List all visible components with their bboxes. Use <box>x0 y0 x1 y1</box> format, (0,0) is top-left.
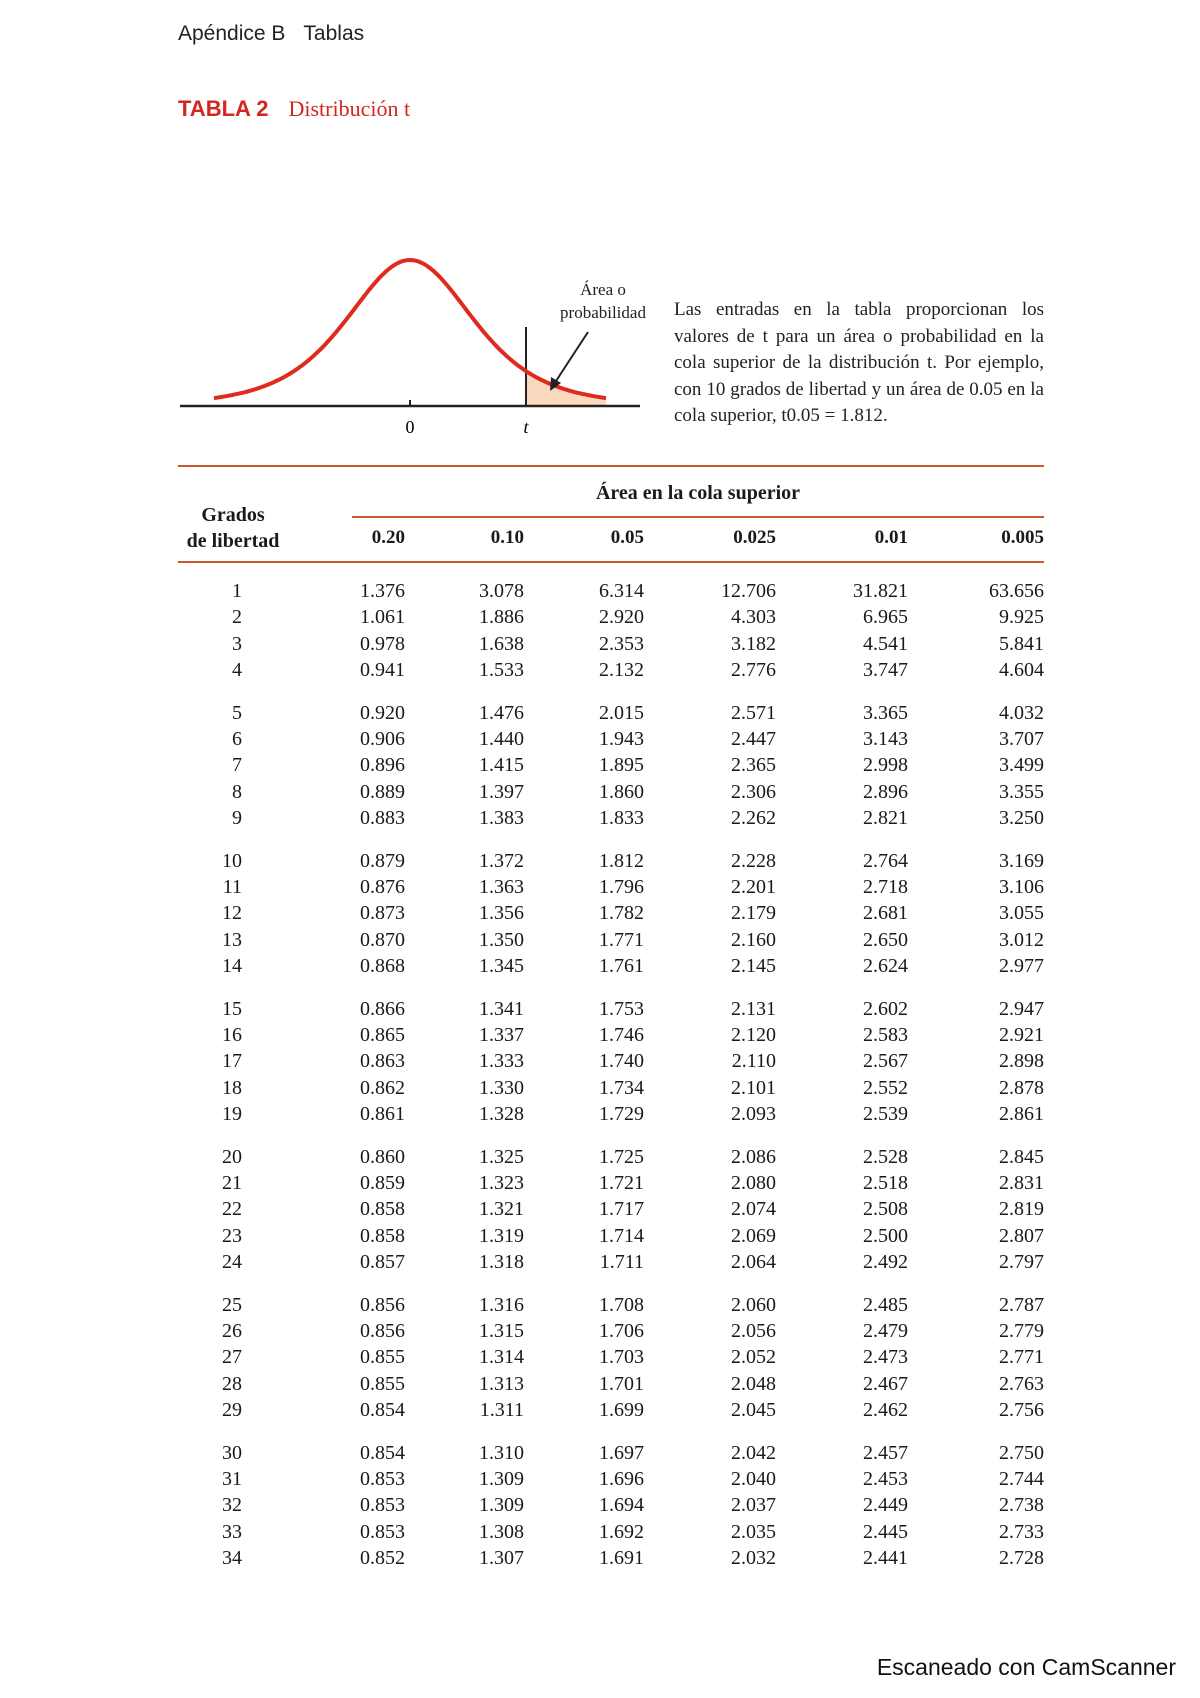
top-rule <box>178 465 1044 467</box>
value-cell: 3.106 <box>999 876 1044 898</box>
value-cell: 0.941 <box>360 659 405 682</box>
value-cell: 1.314 <box>479 1346 524 1369</box>
df-header-line1: Grados <box>201 504 265 526</box>
df-cell: 23 <box>222 1224 242 1247</box>
value-cell: 4.303 <box>731 606 776 629</box>
value-cell: 2.728 <box>999 1547 1044 1570</box>
value-cell: 3.169 <box>999 849 1044 872</box>
value-cell: 3.747 <box>863 659 908 682</box>
value-cell: 0.920 <box>360 701 405 724</box>
value-cell: 2.787 <box>999 1293 1044 1316</box>
df-cell: 32 <box>222 1494 242 1517</box>
value-cell: 0.978 <box>360 632 405 655</box>
value-cell: 1.533 <box>479 659 524 682</box>
df-cell: 10 <box>222 849 242 872</box>
value-cell: 2.462 <box>863 1399 908 1422</box>
value-cell: 2.763 <box>999 1372 1044 1395</box>
value-cell: 0.868 <box>360 955 405 978</box>
table-number: TABLA 2 <box>178 96 269 121</box>
appendix-label: Apéndice B <box>178 22 286 45</box>
value-cell: 3.499 <box>999 754 1044 777</box>
value-cell: 0.852 <box>360 1547 405 1570</box>
value-cell: 0.879 <box>360 849 405 872</box>
value-cell: 2.457 <box>863 1441 908 1464</box>
df-cell: 7 <box>232 754 242 777</box>
value-cell: 1.725 <box>599 1145 644 1168</box>
df-cell: 21 <box>222 1172 242 1194</box>
value-cell: 2.861 <box>999 1103 1044 1126</box>
value-cell: 2.110 <box>731 1050 776 1073</box>
value-cell: 3.182 <box>731 632 776 655</box>
value-cell: 2.947 <box>999 997 1044 1020</box>
value-cell: 3.143 <box>863 728 908 750</box>
value-cell: 1.440 <box>479 728 524 750</box>
value-cell: 2.807 <box>999 1224 1044 1247</box>
value-cell: 0.876 <box>360 876 405 898</box>
value-cell: 1.325 <box>479 1145 524 1168</box>
value-cell: 0.853 <box>360 1468 405 1490</box>
value-cell: 1.761 <box>599 955 644 978</box>
value-cell: 4.604 <box>999 659 1044 682</box>
df-cell: 1 <box>232 580 242 602</box>
df-cell: 26 <box>222 1320 242 1342</box>
column-header: 0.20 <box>371 527 405 548</box>
df-cell: 17 <box>222 1050 242 1073</box>
value-cell: 0.857 <box>360 1251 405 1274</box>
df-cell: 30 <box>222 1441 242 1464</box>
df-cell: 33 <box>222 1520 242 1543</box>
value-cell: 2.060 <box>731 1293 776 1316</box>
value-cell: 0.906 <box>360 728 405 750</box>
value-cell: 0.855 <box>360 1346 405 1369</box>
value-cell: 2.681 <box>863 902 908 925</box>
table-name: Distribución t <box>288 96 411 121</box>
value-cell: 1.708 <box>599 1293 644 1316</box>
value-cell: 0.870 <box>360 928 405 951</box>
value-cell: 3.355 <box>999 780 1044 803</box>
value-cell: 6.965 <box>863 606 908 629</box>
value-cell: 0.854 <box>360 1399 405 1422</box>
value-cell: 2.797 <box>999 1251 1044 1274</box>
value-cell: 2.086 <box>731 1145 776 1168</box>
value-cell: 2.776 <box>731 659 776 682</box>
value-cell: 1.721 <box>599 1172 644 1194</box>
value-cell: 0.853 <box>360 1494 405 1517</box>
df-cell: 16 <box>222 1024 242 1046</box>
value-cell: 0.863 <box>360 1050 405 1073</box>
value-cell: 2.069 <box>731 1224 776 1247</box>
header-bottom-rule <box>178 561 1044 563</box>
df-cell: 6 <box>232 728 242 750</box>
df-cell: 27 <box>222 1346 242 1369</box>
value-cell: 1.833 <box>599 807 644 830</box>
df-header-line2: de libertad <box>186 530 280 552</box>
value-cell: 1.796 <box>599 876 644 898</box>
value-cell: 1.307 <box>479 1547 524 1570</box>
value-cell: 2.441 <box>863 1547 908 1570</box>
value-cell: 2.120 <box>731 1024 776 1046</box>
value-cell: 2.733 <box>999 1520 1044 1543</box>
value-cell: 3.055 <box>999 902 1044 925</box>
value-cell: 1.328 <box>479 1103 524 1126</box>
value-cell: 2.539 <box>863 1103 908 1126</box>
df-cell: 3 <box>232 632 242 655</box>
value-cell: 1.337 <box>479 1024 524 1046</box>
value-cell: 0.858 <box>360 1224 405 1247</box>
value-cell: 2.101 <box>731 1076 776 1099</box>
value-cell: 1.729 <box>599 1103 644 1126</box>
value-cell: 1.323 <box>479 1172 524 1194</box>
value-cell: 2.650 <box>863 928 908 951</box>
value-cell: 1.333 <box>479 1050 524 1073</box>
value-cell: 1.316 <box>479 1293 524 1316</box>
tick-label-zero: 0 <box>405 417 415 437</box>
value-cell: 2.485 <box>863 1293 908 1316</box>
df-cell: 12 <box>222 902 242 925</box>
value-cell: 2.845 <box>999 1145 1044 1168</box>
value-cell: 1.321 <box>479 1198 524 1221</box>
area-header: Área en la cola superior <box>595 482 801 504</box>
value-cell: 1.711 <box>599 1251 644 1274</box>
value-cell: 2.571 <box>731 701 776 724</box>
value-cell: 1.714 <box>599 1224 644 1247</box>
value-cell: 0.858 <box>360 1198 405 1221</box>
value-cell: 2.479 <box>863 1320 908 1342</box>
df-cell: 18 <box>222 1076 242 1099</box>
value-cell: 1.691 <box>599 1547 644 1570</box>
value-cell: 2.518 <box>863 1172 908 1194</box>
value-cell: 1.363 <box>479 876 524 898</box>
value-cell: 1.311 <box>479 1399 524 1422</box>
value-cell: 2.821 <box>863 807 908 830</box>
value-cell: 1.706 <box>599 1320 644 1342</box>
value-cell: 2.528 <box>863 1145 908 1168</box>
value-cell: 2.353 <box>599 632 644 655</box>
value-cell: 1.376 <box>360 580 405 602</box>
value-cell: 2.508 <box>863 1198 908 1221</box>
value-cell: 1.350 <box>479 928 524 951</box>
value-cell: 2.718 <box>863 876 908 898</box>
value-cell: 2.160 <box>731 928 776 951</box>
value-cell: 0.866 <box>360 997 405 1020</box>
value-cell: 2.365 <box>731 754 776 777</box>
df-cell: 4 <box>232 659 242 682</box>
value-cell: 2.052 <box>731 1346 776 1369</box>
value-cell: 0.856 <box>360 1320 405 1342</box>
area-label <box>548 278 658 324</box>
value-cell: 1.415 <box>479 754 524 777</box>
df-cell: 29 <box>222 1399 242 1422</box>
value-cell: 1.309 <box>479 1468 524 1490</box>
area-label-line2: probabilidad <box>560 303 646 322</box>
df-cell: 20 <box>222 1145 242 1168</box>
df-cell: 15 <box>222 997 242 1020</box>
value-cell: 1.701 <box>599 1372 644 1395</box>
value-cell: 1.356 <box>479 902 524 925</box>
value-cell: 1.886 <box>479 606 524 629</box>
value-cell: 3.365 <box>863 701 908 724</box>
table-description: Las entradas en la tabla proporcionan los valores de t para un área o probabilidad en la cola superior de la distribución t. Por ejemplo, con 10 grados de libertad y un área de 0.05 en la cola superior, t0.05 = 1.812. <box>674 299 1044 426</box>
value-cell: 2.201 <box>731 876 776 898</box>
value-cell: 5.841 <box>999 632 1044 655</box>
value-cell: 2.074 <box>731 1198 776 1221</box>
value-cell: 1.372 <box>479 849 524 872</box>
value-cell: 1.699 <box>599 1399 644 1422</box>
value-cell: 1.771 <box>599 928 644 951</box>
value-cell: 2.819 <box>999 1198 1044 1221</box>
value-cell: 2.040 <box>731 1468 776 1490</box>
value-cell: 1.341 <box>479 997 524 1020</box>
value-cell: 0.862 <box>360 1076 405 1099</box>
value-cell: 2.998 <box>863 754 908 777</box>
area-arrow-line <box>556 332 588 381</box>
value-cell: 0.889 <box>360 780 405 803</box>
table-title <box>178 96 410 122</box>
value-cell: 1.309 <box>479 1494 524 1517</box>
value-cell: 0.865 <box>360 1024 405 1046</box>
scanner-watermark: Escaneado con CamScanner <box>876 1654 1176 1680</box>
value-cell: 1.310 <box>479 1441 524 1464</box>
value-cell: 2.738 <box>999 1494 1044 1517</box>
value-cell: 1.694 <box>599 1494 644 1517</box>
df-cell: 5 <box>232 701 242 724</box>
value-cell: 2.449 <box>863 1494 908 1517</box>
value-cell: 2.567 <box>863 1050 908 1073</box>
value-cell: 0.859 <box>360 1172 405 1194</box>
value-cell: 2.764 <box>863 849 908 872</box>
value-cell: 2.035 <box>731 1520 776 1543</box>
column-header: 0.01 <box>874 527 908 548</box>
df-cell: 28 <box>222 1372 242 1395</box>
value-cell: 1.696 <box>599 1468 644 1490</box>
area-label-line1: Área o <box>580 280 626 299</box>
value-cell: 2.056 <box>731 1320 776 1342</box>
value-cell: 1.860 <box>599 780 644 803</box>
value-cell: 1.315 <box>479 1320 524 1342</box>
area-header-rule <box>352 516 1044 518</box>
value-cell: 2.445 <box>863 1520 908 1543</box>
tick-label-t: t <box>523 417 529 437</box>
section-label: Tablas <box>303 22 365 45</box>
value-cell: 2.306 <box>731 780 776 803</box>
value-cell: 9.925 <box>999 606 1044 629</box>
value-cell: 3.012 <box>999 928 1044 951</box>
df-cell: 9 <box>232 807 242 830</box>
value-cell: 2.048 <box>731 1372 776 1395</box>
value-cell: 2.744 <box>999 1468 1044 1490</box>
value-cell: 2.080 <box>731 1172 776 1194</box>
value-cell: 4.541 <box>863 632 908 655</box>
value-cell: 1.313 <box>479 1372 524 1395</box>
value-cell: 1.943 <box>599 728 644 750</box>
value-cell: 0.860 <box>360 1145 405 1168</box>
df-cell: 25 <box>222 1293 242 1316</box>
value-cell: 3.250 <box>999 807 1044 830</box>
df-cell: 24 <box>222 1251 242 1274</box>
value-cell: 2.132 <box>599 659 644 682</box>
value-cell: 0.883 <box>360 807 405 830</box>
value-cell: 3.078 <box>479 580 524 602</box>
value-cell: 2.831 <box>999 1172 1044 1194</box>
value-cell: 2.145 <box>731 955 776 978</box>
value-cell: 2.898 <box>999 1050 1044 1073</box>
value-cell: 1.753 <box>599 997 644 1020</box>
value-cell: 2.228 <box>731 849 776 872</box>
value-cell: 1.308 <box>479 1520 524 1543</box>
value-cell: 0.856 <box>360 1293 405 1316</box>
df-cell: 13 <box>222 928 242 951</box>
value-cell: 1.638 <box>479 632 524 655</box>
value-cell: 1.319 <box>479 1224 524 1247</box>
value-cell: 2.473 <box>863 1346 908 1369</box>
df-cell: 19 <box>222 1103 242 1126</box>
column-header: 0.025 <box>733 527 776 548</box>
value-cell: 2.037 <box>731 1494 776 1517</box>
value-cell: 1.895 <box>599 754 644 777</box>
value-cell: 1.734 <box>599 1076 644 1099</box>
column-header: 0.005 <box>1001 527 1044 548</box>
value-cell: 0.855 <box>360 1372 405 1395</box>
value-cell: 1.697 <box>599 1441 644 1464</box>
value-cell: 2.624 <box>863 955 908 978</box>
value-cell: 3.707 <box>999 728 1044 750</box>
value-cell: 0.896 <box>360 754 405 777</box>
value-cell: 2.779 <box>999 1320 1044 1342</box>
value-cell: 2.064 <box>731 1251 776 1274</box>
value-cell: 2.771 <box>999 1346 1044 1369</box>
value-cell: 2.552 <box>863 1076 908 1099</box>
value-cell: 2.453 <box>863 1468 908 1490</box>
value-cell: 1.782 <box>599 902 644 925</box>
df-cell: 31 <box>222 1468 242 1490</box>
value-cell: 2.896 <box>863 780 908 803</box>
df-cell: 11 <box>222 876 242 898</box>
value-cell: 2.583 <box>863 1024 908 1046</box>
column-header: 0.10 <box>490 527 524 548</box>
value-cell: 2.977 <box>999 955 1044 978</box>
value-cell: 2.750 <box>999 1441 1044 1464</box>
value-cell: 1.061 <box>360 606 405 629</box>
value-cell: 1.703 <box>599 1346 644 1369</box>
value-cell: 1.345 <box>479 955 524 978</box>
value-cell: 0.861 <box>360 1103 405 1126</box>
value-cell: 2.921 <box>999 1024 1044 1046</box>
value-cell: 1.812 <box>599 849 644 872</box>
df-cell: 14 <box>222 955 242 978</box>
value-cell: 0.873 <box>360 902 405 925</box>
df-cell: 2 <box>232 606 242 629</box>
column-header: 0.05 <box>610 527 644 548</box>
value-cell: 2.262 <box>731 807 776 830</box>
value-cell: 2.492 <box>863 1251 908 1274</box>
page-header <box>178 22 364 46</box>
value-cell: 1.717 <box>599 1198 644 1221</box>
value-cell: 0.854 <box>360 1441 405 1464</box>
value-cell: 63.656 <box>989 580 1044 602</box>
value-cell: 2.602 <box>863 997 908 1020</box>
value-cell: 2.500 <box>863 1224 908 1247</box>
value-cell: 2.032 <box>731 1547 776 1570</box>
value-cell: 4.032 <box>999 701 1044 724</box>
df-cell: 34 <box>222 1547 242 1570</box>
value-cell: 2.015 <box>599 701 644 724</box>
value-cell: 1.476 <box>479 701 524 724</box>
value-cell: 2.467 <box>863 1372 908 1395</box>
value-cell: 2.045 <box>731 1399 776 1422</box>
value-cell: 6.314 <box>599 580 644 602</box>
value-cell: 1.383 <box>479 807 524 830</box>
value-cell: 2.042 <box>731 1441 776 1464</box>
value-cell: 2.131 <box>731 997 776 1020</box>
value-cell: 2.179 <box>731 902 776 925</box>
value-cell: 1.318 <box>479 1251 524 1274</box>
value-cell: 1.692 <box>599 1520 644 1543</box>
value-cell: 12.706 <box>721 580 776 602</box>
value-cell: 1.740 <box>599 1050 644 1073</box>
value-cell: 2.878 <box>999 1076 1044 1099</box>
value-cell: 1.330 <box>479 1076 524 1099</box>
value-cell: 2.920 <box>599 606 644 629</box>
df-cell: 8 <box>232 780 242 803</box>
value-cell: 2.093 <box>731 1103 776 1126</box>
value-cell: 1.397 <box>479 780 524 803</box>
value-cell: 2.756 <box>999 1399 1044 1422</box>
value-cell: 0.853 <box>360 1520 405 1543</box>
df-header <box>178 502 288 554</box>
value-cell: 1.746 <box>599 1024 644 1046</box>
value-cell: 31.821 <box>853 580 908 602</box>
value-cell: 2.447 <box>731 728 776 750</box>
df-cell: 22 <box>222 1198 242 1221</box>
